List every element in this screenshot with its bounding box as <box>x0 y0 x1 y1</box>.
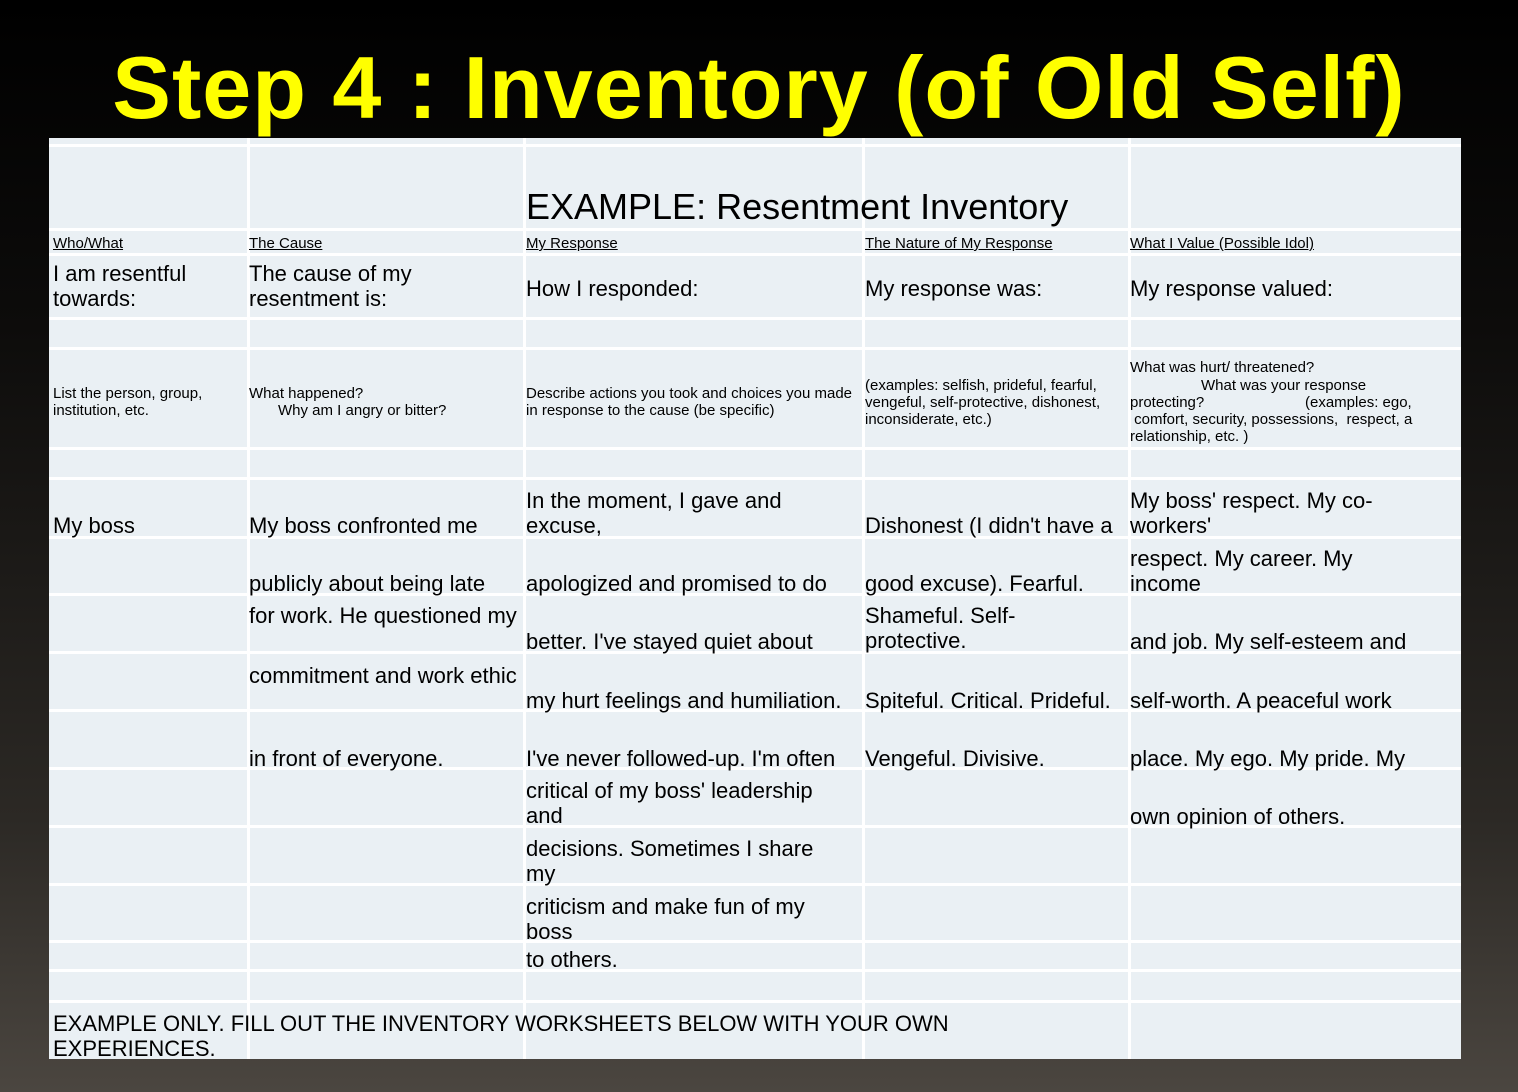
example-nature-line: Spiteful. Critical. Prideful. <box>865 688 1111 713</box>
example-cause-line: My boss confronted me <box>249 513 478 538</box>
instruction-value-3: protecting? <box>1130 394 1205 411</box>
header-the-cause: The Cause <box>249 235 323 252</box>
row-divider <box>49 969 1461 972</box>
example-cause-line: for work. He questioned my <box>249 603 517 628</box>
row-divider <box>49 144 1461 147</box>
footer-note: EXAMPLE ONLY. FILL OUT THE INVENTORY WORKSHEETS BELOW WITH YOUR OWN EXPERIENCES. <box>53 1011 949 1059</box>
example-response-line: criticism and make fun of my boss <box>526 894 805 944</box>
instruction-cause-1: What happened? <box>249 385 364 402</box>
example-nature-line: good excuse). Fearful. <box>865 571 1084 596</box>
example-response-line: to others. <box>526 947 618 972</box>
header-who-what: Who/What <box>53 235 124 252</box>
example-cause-line: in front of everyone. <box>249 746 444 771</box>
example-nature-line: Shameful. Self-protective. <box>865 603 1016 653</box>
example-response-line: I've never followed-up. I'm often <box>526 746 836 771</box>
example-response-line: In the moment, I gave and excuse, <box>526 488 782 538</box>
example-value-line: and job. My self-esteem and <box>1130 629 1407 654</box>
example-cause-line: commitment and work ethic <box>249 663 517 688</box>
sheet-title: EXAMPLE: Resentment Inventory <box>526 186 1069 227</box>
header-my-response: My Response <box>526 235 618 252</box>
example-who: My boss <box>53 513 135 538</box>
instruction-response: Describe actions you took and choices you made in response to the cause (be specific) <box>526 385 853 419</box>
row-divider <box>49 347 1461 350</box>
row-divider <box>49 317 1461 320</box>
instruction-nature: (examples: selfish, prideful, fearful, vengeful, self-protective, dishonest, inconsiderate, etc.) <box>865 377 1101 428</box>
instruction-who: List the person, group, institution, etc. <box>53 385 203 419</box>
example-value-line: place. My ego. My pride. My <box>1130 746 1406 771</box>
example-response-line: decisions. Sometimes I share my <box>526 836 814 886</box>
row-divider <box>49 253 1461 256</box>
example-value-line: respect. My career. My income <box>1130 546 1353 596</box>
row-divider <box>49 447 1461 450</box>
instruction-value-5: comfort, security, possessions, respect, a relationship, etc. ) <box>1130 411 1417 445</box>
example-value-line: self-worth. A peaceful work <box>1130 688 1392 713</box>
example-value-line: My boss' respect. My co- <box>1130 488 1373 513</box>
example-response-line: better. I've stayed quiet about <box>526 629 813 654</box>
row-divider <box>49 477 1461 480</box>
prompt-who: I am resentful towards: <box>53 261 187 311</box>
instruction-value-1: What was hurt/ threatened? <box>1130 359 1315 376</box>
prompt-nature: My response was: <box>865 276 1043 301</box>
row-divider <box>49 228 1461 231</box>
header-nature-of-response: The Nature of My Response <box>865 235 1053 252</box>
example-value-line: own opinion of others. <box>1130 804 1346 829</box>
slide-title: Step 4 : Inventory (of Old Self) <box>112 38 1406 137</box>
prompt-response: How I responded: <box>526 276 699 301</box>
example-nature-line: Dishonest (I didn't have a <box>865 513 1113 538</box>
example-response-line: apologized and promised to do <box>526 571 827 596</box>
example-cause-line: publicly about being late <box>249 571 486 596</box>
row-divider <box>49 1000 1461 1003</box>
instruction-value-2: What was your response <box>1201 377 1367 394</box>
instruction-value-4: (examples: ego, <box>1305 394 1412 411</box>
prompt-value: My response valued: <box>1130 276 1333 301</box>
header-what-i-value: What I Value (Possible Idol) <box>1130 235 1314 252</box>
example-response-line: critical of my boss' leadership and <box>526 778 813 828</box>
instruction-cause-2: Why am I angry or bitter? <box>278 402 447 419</box>
resentment-inventory-sheet <box>49 138 1461 1059</box>
example-response-line: my hurt feelings and humiliation. <box>526 688 842 713</box>
prompt-cause: The cause of my resentment is: <box>249 261 412 311</box>
example-value-line: workers' <box>1130 513 1212 538</box>
example-nature-line: Vengeful. Divisive. <box>865 746 1045 771</box>
